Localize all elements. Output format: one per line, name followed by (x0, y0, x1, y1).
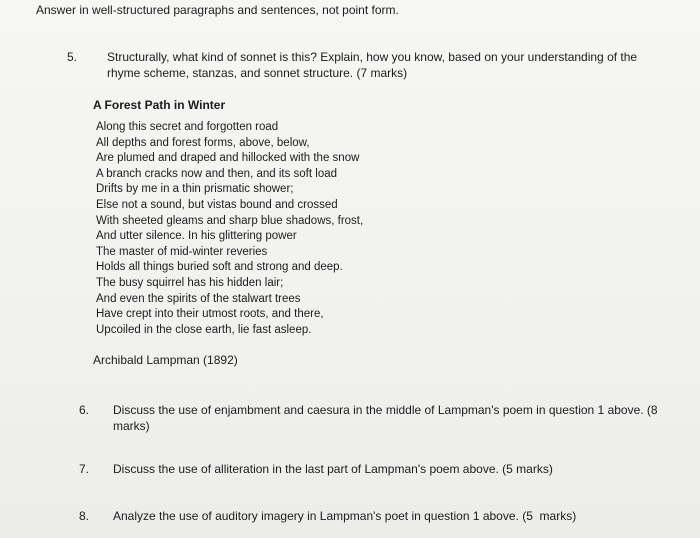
poem-line: Else not a sound, but vistas bound and crossed (96, 198, 338, 211)
poem-line: And utter silence. In his glittering power (96, 230, 297, 243)
question-8-number: 8. (79, 509, 90, 523)
poem-line: Along this secret and forgotten road (96, 121, 279, 133)
question-6-number: 6. (79, 403, 90, 417)
question-8-text: Analyze the use of auditory imagery in Lampman's poet in question 1 above. (5 marks) (113, 509, 577, 523)
poem-line: The master of mid-winter reveries (96, 245, 268, 258)
poem-author: Archibald Lampman (1892) (93, 353, 238, 367)
poem-line: All depths and forest forms, above, below, (96, 136, 310, 149)
poem-line: Are plumed and draped and hillocked with the snow (96, 152, 360, 165)
question-7-number: 7. (79, 462, 90, 476)
poem-line: And even the spirits of the stalwart trees (96, 292, 301, 305)
poem-line: A branch cracks now and then, and its soft load (96, 167, 338, 180)
poem-line: With sheeted gleams and sharp blue shadows, frost, (96, 214, 364, 227)
poem-title: A Forest Path in Winter (93, 98, 226, 112)
poem-line: Have crept into their utmost roots, and there, (96, 308, 324, 321)
poem-line: Holds all things buried soft and strong and deep. (96, 261, 343, 274)
poem-line: Upcoiled in the close earth, lie fast asleep. (96, 323, 312, 336)
instructions-text: Answer in well-structured paragraphs and sentences, not point form. (36, 3, 399, 17)
question-7-text: Discuss the use of alliteration in the last part of Lampman's poem above. (5 marks) (113, 462, 553, 476)
poem-line: Drifts by me in a thin prismatic shower; (96, 183, 294, 196)
question-5-text: Structurally, what kind of sonnet is this? Explain, how you know, based on your understanding of the rhyme scheme, stanzas, and sonnet structure. (7 marks) (107, 50, 638, 80)
question-6-text: Discuss the use of enjambment and caesura in the middle of Lampman's poem in question 1 above. (8 marks) (113, 403, 658, 433)
question-5-number: 5. (67, 50, 78, 64)
poem-body (96, 120, 363, 338)
poem-line: The busy squirrel has his hidden lair; (96, 276, 284, 289)
